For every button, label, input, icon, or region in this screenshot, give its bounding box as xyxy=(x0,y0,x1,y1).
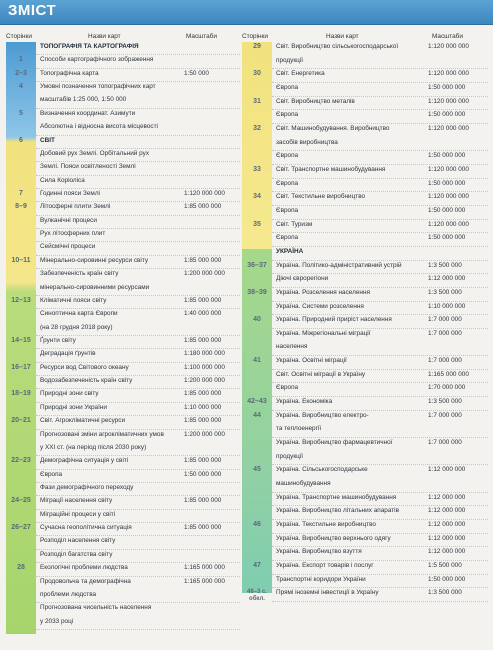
toc-row xyxy=(242,97,488,111)
toc-page-number: 14–15 xyxy=(11,337,31,344)
toc-map-name[interactable]: Україна. Розселення населення xyxy=(276,288,370,296)
toc-page-number: 34 xyxy=(253,193,261,201)
toc-scale: 1:85 000 000 xyxy=(184,203,222,211)
toc-scale: 1:50 000 000 xyxy=(428,234,466,242)
toc-map-name[interactable]: Світ. Виробництво металів xyxy=(276,97,355,105)
toc-page-number: 12–13 xyxy=(11,296,31,304)
toc-scale: 1:85 000 000 xyxy=(184,296,222,304)
toc-map-name[interactable]: Україна. Виробництво взуття xyxy=(276,548,362,556)
toc-row xyxy=(6,242,240,255)
toc-page-number: 16–17 xyxy=(11,363,31,371)
row-divider xyxy=(36,629,240,630)
toc-scale: 1:85 000 000 xyxy=(184,497,222,505)
toc-row xyxy=(6,82,240,109)
toc-row xyxy=(242,151,488,165)
toc-map-name[interactable]: Україна. Виробництво літальних апаратів xyxy=(276,507,399,515)
toc-map-name[interactable]: Сейсмічні процеси xyxy=(40,243,96,251)
toc-scale: 1:12 000 000 xyxy=(428,507,466,515)
toc-scale: 1:85 000 000 xyxy=(184,337,222,344)
toc-map-name[interactable]: Світ. Енергетика xyxy=(276,70,325,78)
toc-row xyxy=(242,192,488,206)
toc-map-name[interactable]: Україна. Виробництво фармацевтичної xyxy=(276,439,393,447)
toc-row xyxy=(242,124,488,151)
toc-row xyxy=(242,247,488,261)
right-header xyxy=(242,28,488,42)
toc-map-name[interactable]: Топографічна карта xyxy=(40,69,99,77)
toc-map-name[interactable]: Світ. Освітні міграції в Україну xyxy=(276,370,366,378)
toc-row xyxy=(242,397,488,411)
toc-map-name[interactable]: Вулканічні процеси xyxy=(40,216,97,224)
toc-row xyxy=(6,216,240,229)
header-pages: Сторінки xyxy=(6,33,32,40)
toc-row xyxy=(242,493,488,507)
toc-scale: 1:3 500 000 xyxy=(428,288,462,296)
toc-row xyxy=(242,165,488,179)
toc-map-name[interactable]: Україна. Текстильне виробництво xyxy=(276,521,376,529)
toc-map-name[interactable]: Забезпеченість країн світу xyxy=(40,270,119,278)
toc-map-name[interactable]: Європа xyxy=(276,111,299,119)
toc-row xyxy=(6,430,240,457)
toc-map-name[interactable]: Діючі єврорегіони xyxy=(276,275,329,283)
toc-map-name[interactable]: Європа xyxy=(276,179,299,187)
toc-map-name-line2[interactable]: машинобудування xyxy=(276,480,331,488)
toc-map-name-line2[interactable]: продукції xyxy=(276,452,304,460)
toc-page-number: 6 xyxy=(19,136,23,144)
row-divider xyxy=(272,601,488,602)
toc-map-name[interactable]: Європа xyxy=(276,234,299,242)
toc-row xyxy=(242,110,488,124)
toc-scale: 1:120 000 000 xyxy=(184,190,225,197)
toc-scale: 1:50 000 000 xyxy=(428,179,466,187)
toc-row xyxy=(242,370,488,384)
toc-scale: 1:50 000 xyxy=(184,69,209,77)
toc-scale: 1:85 000 000 xyxy=(184,524,222,532)
toc-page-number: 32 xyxy=(253,124,261,132)
toc-row xyxy=(6,416,240,429)
toc-page-number: 4 xyxy=(19,83,23,91)
toc-scale: 1:10 000 000 xyxy=(428,302,466,310)
toc-map-name[interactable]: Прямі іноземні інвестиції в Україну xyxy=(276,589,379,597)
toc-scale: 1:7 000 000 xyxy=(428,439,462,447)
toc-scale: 1:165 000 000 xyxy=(184,577,225,585)
toc-map-name[interactable]: Світ. Агрокліматичні ресурси xyxy=(40,417,126,425)
toc-scale: 1:200 000 000 xyxy=(184,377,225,385)
toc-scale: 1:12 000 000 xyxy=(428,466,466,474)
toc-map-name[interactable]: Україна. Освітні міграції xyxy=(276,357,347,365)
toc-scale: 1:100 000 000 xyxy=(184,363,225,371)
toc-row xyxy=(242,329,488,356)
toc-map-name[interactable]: Світ. Текстильне виробництво xyxy=(276,193,366,201)
header-scale: Масштаби xyxy=(186,33,217,40)
toc-scale: 1:70 000 000 xyxy=(428,384,466,392)
toc-map-name[interactable]: Європа xyxy=(276,152,299,160)
toc-page-number: 5 xyxy=(19,109,23,117)
toc-map-name[interactable]: Україна. Транспортне машинобудування xyxy=(276,493,397,501)
toc-scale: 1:3 500 000 xyxy=(428,589,462,597)
toc-row xyxy=(242,220,488,234)
toc-row xyxy=(6,550,240,563)
toc-scale: 1:120 000 000 xyxy=(428,193,469,201)
toc-map-name[interactable]: Сила Коріоліса xyxy=(40,176,85,184)
toc-page-number: 42–43 xyxy=(247,398,267,406)
toc-map-name[interactable]: Природні зони світу xyxy=(40,390,99,398)
toc-page-number: 48–3 с. обкл. xyxy=(246,589,268,602)
toc-scale: 1:50 000 000 xyxy=(428,111,466,119)
toc-map-name[interactable]: Європа xyxy=(276,384,299,392)
toc-map-name[interactable]: Україна. Виробництво верхнього одягу xyxy=(276,534,391,542)
toc-map-name[interactable]: Демографічна ситуація у світі xyxy=(40,457,129,465)
toc-section-heading[interactable]: ТОПОГРАФІЯ ТА КАРТОГРАФІЯ xyxy=(40,43,139,50)
toc-scale: 1:10 000 000 xyxy=(184,403,222,411)
toc-map-name[interactable]: Мінерально-сировинні ресурси світу xyxy=(40,256,149,264)
toc-map-name-line2[interactable]: мінерально-сировинними ресурсами xyxy=(40,283,150,291)
toc-scale: 1:120 000 000 xyxy=(428,124,469,132)
toc-scale: 1:12 000 000 xyxy=(428,493,466,501)
toc-row xyxy=(242,288,488,302)
toc-map-name[interactable]: Світ. Машинобудування. Виробництво xyxy=(276,124,390,132)
toc-page-number: 29 xyxy=(253,43,261,50)
toc-page-number: 35 xyxy=(253,220,261,228)
toc-map-name[interactable]: Світ. Туризм xyxy=(276,220,313,228)
toc-map-name-line2[interactable]: (на 28 грудня 2018 року) xyxy=(40,323,113,331)
toc-row xyxy=(6,149,240,162)
toc-map-name[interactable]: Міграції населення світу xyxy=(40,497,113,505)
toc-map-name[interactable]: Ресурси вод Світового океану xyxy=(40,363,129,371)
toc-row xyxy=(242,383,488,397)
toc-row xyxy=(6,42,240,55)
toc-map-name[interactable]: Світ. Виробництво сільськогосподарської xyxy=(276,43,399,50)
toc-scale: 1:165 000 000 xyxy=(428,370,469,378)
toc-map-name-line2[interactable]: населення xyxy=(276,343,308,351)
toc-scale: 1:12 000 000 xyxy=(428,275,466,283)
toc-scale: 1:50 000 000 xyxy=(428,575,466,583)
contents-page xyxy=(6,28,488,648)
toc-page-number: 18–19 xyxy=(11,390,31,398)
toc-scale: 1:85 000 000 xyxy=(184,457,222,465)
toc-row xyxy=(242,83,488,97)
toc-row xyxy=(6,229,240,242)
toc-map-name[interactable]: Продовольча та демографічна xyxy=(40,577,131,585)
toc-scale: 1:40 000 000 xyxy=(184,310,222,318)
toc-page-number: 33 xyxy=(253,165,261,173)
toc-scale: 1:120 000 000 xyxy=(428,43,469,50)
toc-row xyxy=(242,315,488,329)
toc-page-number: 38–39 xyxy=(247,288,267,296)
toc-scale: 1:120 000 000 xyxy=(428,220,469,228)
toc-row xyxy=(242,438,488,465)
toc-page-number: 46 xyxy=(253,521,261,529)
toc-scale: 1:120 000 000 xyxy=(428,97,469,105)
toc-row xyxy=(6,309,240,336)
toc-map-name[interactable]: Екологічні проблеми людства xyxy=(40,564,128,572)
toc-map-name[interactable]: Україна. Політико-адміністративний устрій xyxy=(276,261,402,269)
toc-scale: 1:12 000 000 xyxy=(428,534,466,542)
toc-row xyxy=(242,206,488,220)
toc-page-number: 41 xyxy=(253,357,261,365)
toc-row xyxy=(242,465,488,492)
toc-map-name[interactable]: Способи картографічного зображення xyxy=(40,56,154,64)
toc-row xyxy=(242,506,488,520)
toc-scale: 1:7 000 000 xyxy=(428,329,462,337)
toc-map-name[interactable]: Європа xyxy=(276,206,299,214)
toc-scale: 1:50 000 000 xyxy=(184,470,222,478)
toc-map-name[interactable]: Україна. Економіка xyxy=(276,398,333,406)
toc-row xyxy=(6,136,240,149)
toc-row xyxy=(6,256,240,269)
toc-row xyxy=(6,202,240,215)
toc-scale: 1:5 500 000 xyxy=(428,562,462,570)
toc-map-name[interactable]: Добовий рух Землі. Орбітальний рух xyxy=(40,149,150,157)
toc-map-name[interactable]: Розподіл населення світу xyxy=(40,537,116,545)
toc-row xyxy=(6,69,240,82)
toc-row xyxy=(242,575,488,589)
toc-scale: 1:85 000 000 xyxy=(184,256,222,264)
header-pages: Сторінки xyxy=(242,33,268,40)
toc-scale: 1:200 000 000 xyxy=(184,430,225,438)
toc-row xyxy=(242,69,488,83)
toc-scale: 1:3 500 000 xyxy=(428,261,462,269)
toc-row xyxy=(242,356,488,370)
toc-page-number: 31 xyxy=(253,97,261,105)
header-scale: Масштаби xyxy=(432,33,463,40)
toc-page-number: 26–27 xyxy=(11,524,31,532)
toc-scale: 1:7 000 000 xyxy=(428,411,462,419)
toc-scale: 1:180 000 000 xyxy=(184,350,225,358)
toc-row xyxy=(6,470,240,483)
toc-row xyxy=(6,176,240,189)
toc-map-name[interactable]: Синоптична карта Європи xyxy=(40,310,118,318)
toc-map-name[interactable]: Літосферні плити Землі xyxy=(40,203,111,211)
toc-row xyxy=(6,109,240,136)
toc-scale: 1:12 000 000 xyxy=(428,548,466,556)
toc-page-number: 40 xyxy=(253,316,261,324)
left-header xyxy=(6,28,240,42)
toc-map-name[interactable]: Транспортні коридори України xyxy=(276,575,366,583)
toc-row xyxy=(242,561,488,575)
toc-page-number: 47 xyxy=(253,562,261,570)
toc-map-name[interactable]: Сучасна геополітична ситуація xyxy=(40,524,132,532)
toc-map-name[interactable]: Умовні позначення топографічних карт xyxy=(40,83,156,91)
toc-scale: 1:200 000 000 xyxy=(184,270,225,278)
toc-scale: 1:85 000 000 xyxy=(184,390,222,398)
toc-row xyxy=(6,296,240,309)
toc-map-name-line2[interactable]: проблеми людства xyxy=(40,590,97,598)
toc-map-name[interactable]: Природні зони України xyxy=(40,403,107,411)
toc-row xyxy=(242,302,488,316)
toc-map-name[interactable]: Україна. Сільськогосподарське xyxy=(276,466,368,474)
toc-map-name[interactable]: Землі. Пояси освітленості Землі xyxy=(40,163,136,171)
toc-row xyxy=(242,411,488,438)
toc-scale: 1:7 000 000 xyxy=(428,316,462,324)
toc-map-name[interactable]: Водозабезпеченість країн світу xyxy=(40,377,133,385)
toc-row xyxy=(242,233,488,247)
toc-map-name[interactable]: Україна. Виробництво електро- xyxy=(276,411,369,419)
toc-row xyxy=(6,403,240,416)
toc-section-heading[interactable]: СВІТ xyxy=(40,136,55,144)
toc-row xyxy=(242,261,488,275)
toc-map-name-line2[interactable]: засобів виробництва xyxy=(276,138,338,146)
toc-map-name[interactable]: Україна. Експорт товарів і послуг xyxy=(276,562,374,570)
toc-row xyxy=(6,376,240,389)
toc-page-number: 22–23 xyxy=(11,457,31,465)
toc-page-number: 45 xyxy=(253,466,261,474)
toc-map-name[interactable]: Ґрунти світу xyxy=(40,337,76,344)
toc-map-name-line2[interactable]: у XXI ст. (на період після 2030 року) xyxy=(40,443,147,451)
header-names: Назви карт xyxy=(326,33,359,40)
toc-map-name[interactable]: Рух літосферних плит xyxy=(40,230,106,238)
toc-map-name[interactable]: Україна. Природний приріст населення xyxy=(276,316,392,324)
toc-page-number: 10–11 xyxy=(11,256,31,264)
toc-map-name-line2[interactable]: та теплоенергії xyxy=(276,425,322,433)
toc-scale: 1:165 000 000 xyxy=(184,564,225,572)
toc-map-name-line2[interactable]: у 2033 році xyxy=(40,617,74,625)
toc-row xyxy=(242,42,488,69)
toc-map-name[interactable]: Прогнозована чисельність населення xyxy=(40,604,152,612)
toc-page-number: 30 xyxy=(253,70,261,78)
toc-row xyxy=(242,179,488,193)
toc-scale: 1:50 000 000 xyxy=(428,206,466,214)
toc-row xyxy=(6,496,240,509)
toc-map-name[interactable]: Деградація ґрунтів xyxy=(40,350,96,358)
toc-scale: 1:7 000 000 xyxy=(428,357,462,365)
toc-row xyxy=(6,162,240,175)
toc-scale: 1:85 000 000 xyxy=(184,417,222,425)
toc-page-number: 7 xyxy=(19,190,23,197)
toc-row xyxy=(242,534,488,548)
toc-row xyxy=(6,389,240,402)
page-title: ЗМІСТ xyxy=(8,2,57,19)
toc-row xyxy=(242,520,488,534)
toc-row xyxy=(6,483,240,496)
toc-map-name[interactable]: Міграційні процеси у світі xyxy=(40,510,116,518)
toc-row xyxy=(6,269,240,296)
toc-page-number: 2–3 xyxy=(15,69,27,77)
toc-page-number: 20–21 xyxy=(11,417,31,425)
toc-map-name[interactable]: Кліматичні пояси світу xyxy=(40,296,107,304)
toc-row xyxy=(6,189,240,202)
toc-row xyxy=(6,536,240,549)
toc-row xyxy=(6,456,240,469)
toc-row xyxy=(6,55,240,68)
toc-map-name-line2[interactable]: масштабів 1:25 000, 1:50 000 xyxy=(40,96,127,104)
toc-row xyxy=(6,510,240,523)
toc-map-name-line2[interactable]: продукції xyxy=(276,56,304,64)
title-banner xyxy=(0,0,493,25)
toc-row xyxy=(6,363,240,376)
toc-page-number: 44 xyxy=(253,411,261,419)
toc-scale: 1:12 000 000 xyxy=(428,521,466,529)
toc-row xyxy=(242,588,488,602)
left-column xyxy=(6,28,240,625)
toc-map-name[interactable]: Світ. Транспортне машинобудування xyxy=(276,165,386,173)
toc-row xyxy=(6,349,240,362)
toc-page-number: 36–37 xyxy=(247,261,267,269)
toc-section-heading[interactable]: УКРАЇНА xyxy=(276,247,304,255)
toc-map-name[interactable]: Визначення координат. Азимути xyxy=(40,109,136,117)
toc-map-name[interactable]: Годинні пояси Землі xyxy=(40,190,100,197)
toc-scale: 1:120 000 000 xyxy=(428,70,469,78)
toc-map-name[interactable]: Європа xyxy=(40,470,63,478)
toc-page-number: 1 xyxy=(19,56,23,64)
toc-map-name[interactable]: Розподіл багатства світу xyxy=(40,550,113,558)
toc-row xyxy=(6,563,240,576)
toc-row xyxy=(6,523,240,536)
toc-scale: 1:3 500 000 xyxy=(428,398,462,406)
toc-scale: 1:120 000 000 xyxy=(428,165,469,173)
toc-row xyxy=(6,603,240,630)
toc-row xyxy=(6,577,240,604)
header-names: Назви карт xyxy=(88,33,121,40)
toc-map-name[interactable]: Фази демографічного переходу xyxy=(40,484,134,491)
toc-map-name[interactable]: Прогнозовані зміни агрокліматичних умов xyxy=(40,430,164,438)
toc-map-name[interactable]: Україна. Системи розселення xyxy=(276,302,364,310)
toc-row xyxy=(6,336,240,349)
right-column xyxy=(242,28,488,602)
toc-row xyxy=(242,274,488,288)
toc-row xyxy=(242,547,488,561)
toc-map-name-line2[interactable]: Абсолютна і відносна висота місцевості xyxy=(40,123,158,131)
toc-scale: 1:50 000 000 xyxy=(428,152,466,160)
toc-map-name[interactable]: Україна. Міжрегіональні міграції xyxy=(276,329,371,337)
toc-page-number: 28 xyxy=(17,564,25,572)
toc-scale: 1:50 000 000 xyxy=(428,83,466,91)
toc-page-number: 24–25 xyxy=(11,497,31,505)
toc-page-number: 8–9 xyxy=(15,203,27,211)
toc-map-name[interactable]: Європа xyxy=(276,83,299,91)
